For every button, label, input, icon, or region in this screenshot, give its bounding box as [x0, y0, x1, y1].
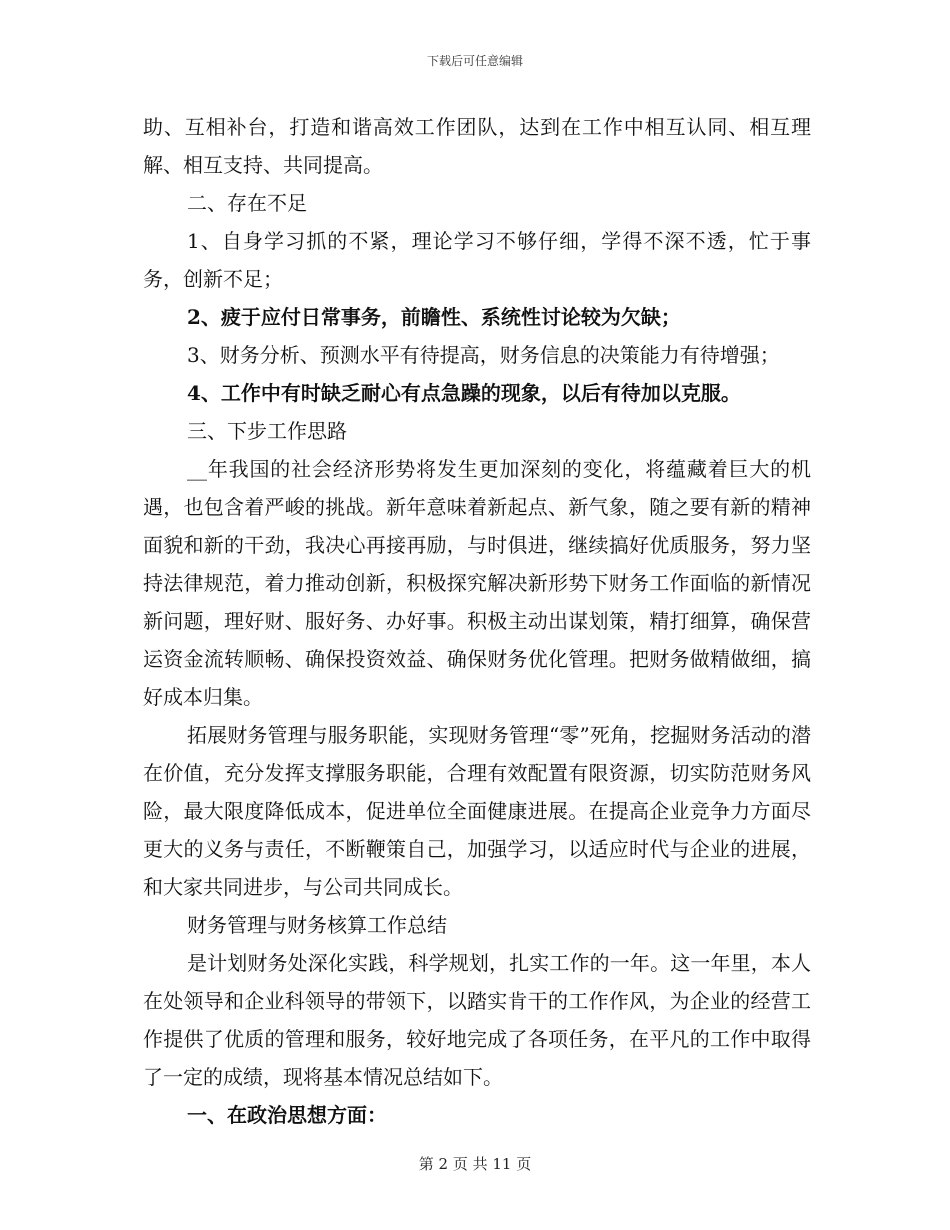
paragraph-continuation: 助、互相补台，打造和谐高效工作团队，达到在工作中相互认同、相互理解、相互支持、共同提高。	[143, 115, 811, 177]
paragraph-summary-intro: 是计划财务处深化实践，科学规划，扎实工作的一年。这一年里，本人在处领导和企业科领导的带领下，以踏实肯干的工作作风，为企业的经营工作提供了优质的管理和服务，较好地完成了各项任务，在平凡的工作中取得了一定的成绩，现将基本情况总结如下。	[143, 951, 811, 1089]
paragraph-next-year-outlook: __年我国的社会经济形势将发生更加深刻的变化，将蕴藏着巨大的机遇，也包含着严峻的挑战。新年意味着新起点、新气象，随之要有新的精神面貌和新的干劲，我决心再接再励，与时俱进，继续搞好优质服务，努力坚持法律规范，着力推动创新，积极探究解决新形势下财务工作面临的新情况新问题，理好财、服好务、办好事。积极主动出谋划策，精打细算，确保营运资金流转顺畅、确保投资效益、确保财务优化管理。把财务做精做细，搞好成本归集。	[143, 457, 811, 709]
section-heading-political: 一、在政治思想方面：	[187, 1103, 387, 1127]
list-item-1: 1、自身学习抓的不紧，理论学习不够仔细，学得不深不透，忙于事务，创新不足；	[143, 229, 811, 291]
paragraph-expand-functions: 拓展财务管理与服务职能，实现财务管理“零”死角，挖掘财务活动的潜在价值，充分发挥支撑服务职能，合理有效配置有限资源，切实防范财务风险，最大限度降低成本，促进单位全面健康进展。在提高企业竞争力方面尽更大的义务与责任，不断鞭策自己，加强学习，以适应时代与企业的进展，和大家共同进步，与公司共同成长。	[143, 723, 811, 899]
section-heading-shortcomings: 二、存在不足	[187, 191, 307, 215]
list-item-4: 4、工作中有时缺乏耐心有点急躁的现象，以后有待加以克服。	[187, 381, 741, 405]
page-footer: 第 2 页 共 11 页	[418, 1155, 532, 1173]
page-header: 下载后可任意编辑	[426, 54, 523, 68]
section-heading-next-steps: 三、下步工作思路	[187, 419, 347, 443]
document-body	[143, 108, 811, 1134]
document-subtitle: 财务管理与财务核算工作总结	[187, 913, 447, 937]
list-item-3: 3、财务分析、预测水平有待提高，财务信息的决策能力有待增强；	[187, 343, 780, 367]
list-item-2: 2、疲于应付日常事务，前瞻性、系统性讨论较为欠缺；	[187, 305, 681, 329]
